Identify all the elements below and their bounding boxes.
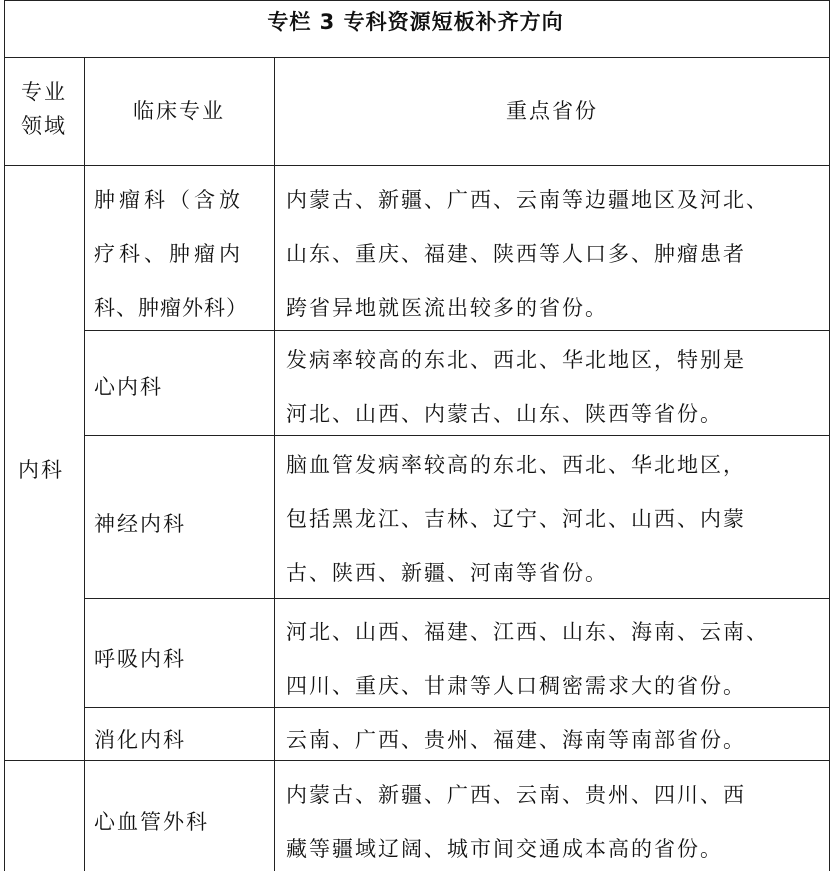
provinces-line: 山东、重庆、福建、陕西等人口多、肿瘤患者 [286, 242, 746, 266]
provinces-line: 四川、重庆、甘肃等人口稠密需求大的省份。 [286, 674, 746, 698]
specialty-neurology: 神经内科 [94, 512, 186, 536]
title-divider [4, 57, 830, 58]
provinces-line: 河北、山西、内蒙古、山东、陕西等省份。 [286, 402, 723, 426]
specialty-cardiovascular-surgery: 心血管外科 [94, 810, 209, 834]
specialty-oncology [94, 173, 248, 335]
provinces-cardiology [286, 333, 746, 441]
specialty-line: 肿瘤科（含放 [94, 188, 244, 212]
provinces-oncology [286, 173, 769, 335]
provinces-line: 包括黑龙江、吉林、辽宁、河北、山西、内蒙 [286, 507, 746, 531]
provinces-line: 内蒙古、新疆、广西、云南等边疆地区及河北、 [286, 188, 769, 212]
provinces-line: 藏等疆域辽阔、城市间交通成本高的省份。 [286, 837, 723, 861]
provinces-respiratory [286, 605, 769, 713]
specialty-cardiology: 心内科 [94, 375, 163, 399]
specialty-line: 科、肿瘤外科） [94, 296, 248, 320]
provinces-cardiovascular-surgery [286, 768, 746, 876]
provinces-line: 河北、山西、福建、江西、山东、海南、云南、 [286, 620, 769, 644]
provinces-neurology [286, 438, 746, 600]
provinces-line: 脑血管发病率较高的东北、西北、华北地区， [286, 453, 746, 477]
table-border-top [4, 0, 830, 1]
specialty-line: 疗科、肿瘤内 [94, 242, 244, 266]
provinces-line: 古、陕西、新疆、河南等省份。 [286, 561, 608, 585]
provinces-gastroenterology: 云南、广西、贵州、福建、海南等南部省份。 [286, 728, 746, 752]
provinces-line: 发病率较高的东北、西北、华北地区，特别是 [286, 348, 746, 372]
specialty-respiratory: 呼吸内科 [94, 647, 186, 671]
header-field-line: 专业 [21, 80, 67, 104]
specialty-gastroenterology: 消化内科 [94, 728, 186, 752]
header-provinces: 重点省份 [506, 99, 598, 123]
field-neike: 内科 [18, 458, 64, 482]
column-divider [274, 57, 275, 871]
header-field-line: 领域 [21, 114, 67, 138]
header-field [4, 57, 84, 143]
header-divider [4, 165, 830, 166]
provinces-line: 内蒙古、新疆、广西、云南、贵州、四川、西 [286, 783, 746, 807]
table-title: 专栏 3 专科资源短板补齐方向 [267, 10, 564, 34]
provinces-line: 跨省异地就医流出较多的省份。 [286, 296, 608, 320]
header-specialty: 临床专业 [133, 99, 225, 123]
column-divider [84, 57, 85, 871]
